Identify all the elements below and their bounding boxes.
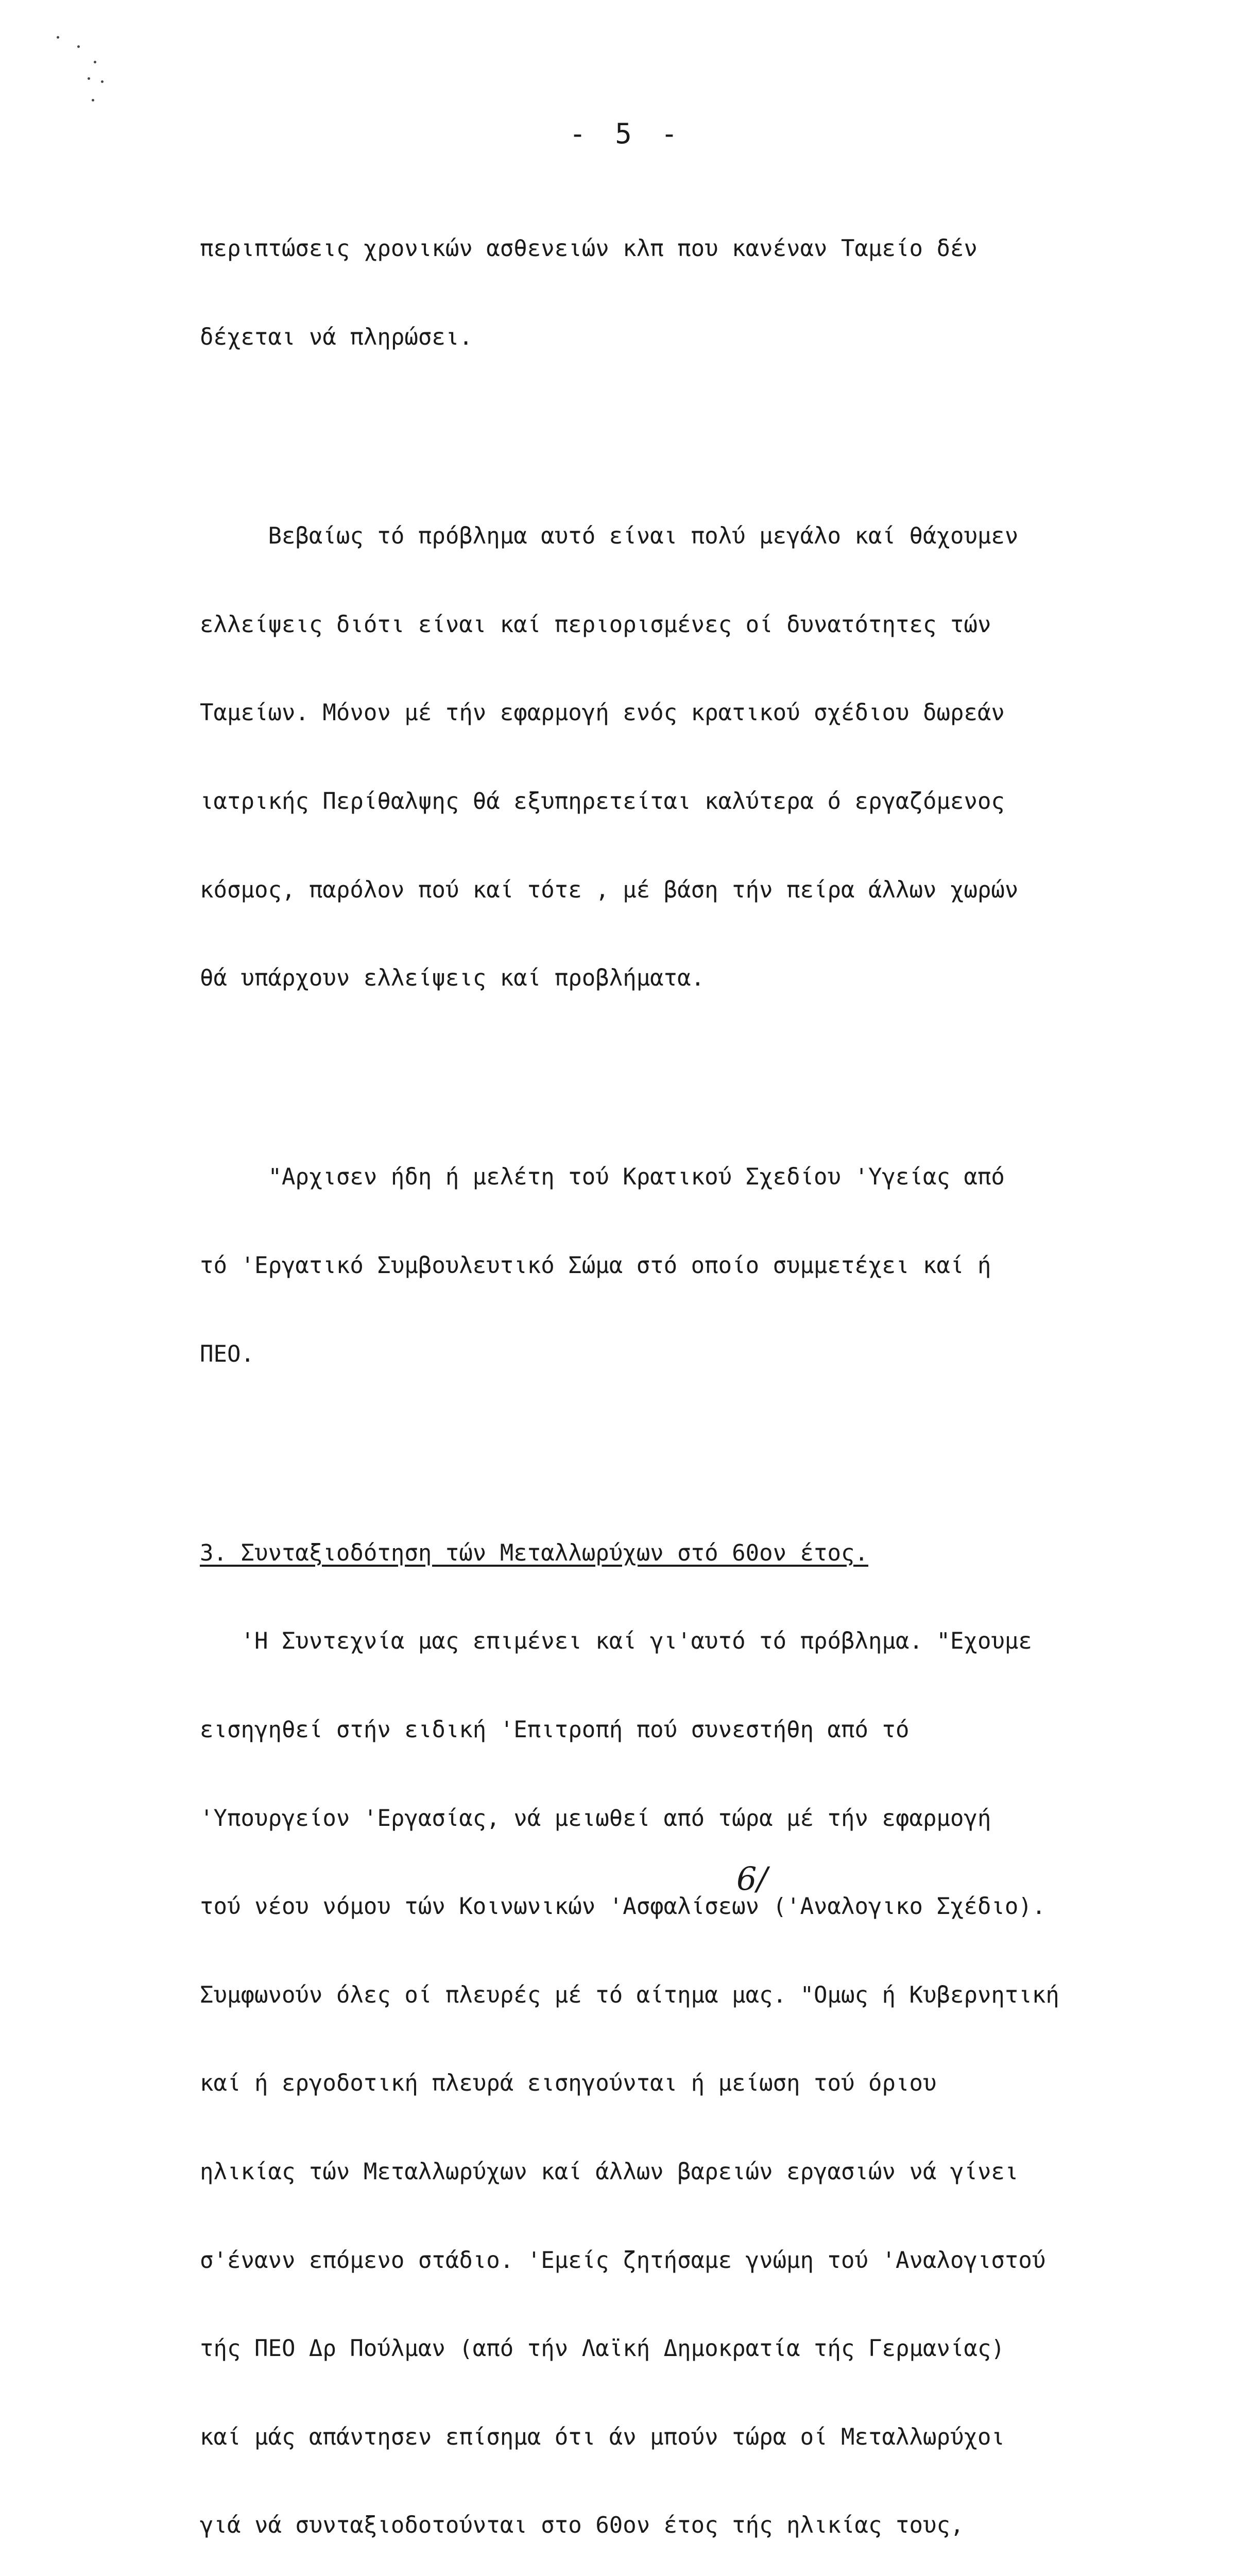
ink-speck (101, 80, 104, 83)
section-heading-retirement: 3. Συνταξιοδότηση τών Μεταλλωρύχων στό 60ον έτος. (200, 1539, 869, 1566)
text-line: καί μάς απάντησεν επίσημα ότι άν μπούν τώρα οί Μεταλλωρύχοι (200, 2424, 1005, 2450)
text-line: 'Η Συντεχνία μας επιμένει καί γι'αυτό τό πρόβλημα. "Εχουμε (200, 1628, 1032, 1655)
text-line: "Αρχισεν ήδη ή μελέτη τού Κρατικού Σχεδίου 'Υγείας από (200, 1164, 1005, 1191)
ink-speck (88, 77, 90, 80)
text-line: τού νέου νόμου τών Κοινωνικών 'Ασφαλίσεων ('Αναλογικο Σχέδιο). (200, 1893, 1046, 1920)
ink-speck (94, 61, 96, 63)
text-line: ΠΕΟ. (200, 1341, 254, 1367)
page-number: - 5 - (569, 117, 684, 150)
next-page-marker: 6/ (736, 1860, 768, 1897)
text-line: τό 'Εργατικό Συμβουλευτικό Σώμα στό οποίο συμμετέχει καί ή (200, 1252, 991, 1279)
text-line: περιπτώσεις χρονικών ασθενειών κλπ που κανέναν Ταμείο δέν (200, 235, 977, 262)
text-line: Βεβαίως τό πρόβλημα αυτό είναι πολύ μεγάλο καί θάχουμεν (200, 523, 1019, 550)
text-line: 'Υπουργείον 'Εργασίας, νά μειωθεί από τώρα μέ τήν εφαρμογή (200, 1805, 991, 1832)
text-line: ελλείψεις διότι είναι καί περιορισμένες οί δυνατότητες τών (200, 611, 991, 638)
ink-speck (92, 99, 94, 101)
text-line: καί ή εργοδοτική πλευρά εισηγούνται ή μείωση τού όριου (200, 2070, 937, 2097)
ink-speck (57, 36, 59, 39)
ink-speck (77, 45, 80, 48)
text-line: ηλικίας τών Μεταλλωρύχων καί άλλων βαρειών εργασιών νά γίνει (200, 2158, 1019, 2185)
text-line: θά υπάρχουν ελλείψεις καί προβλήματα. (200, 965, 705, 992)
document-body (200, 175, 1178, 2576)
text-line: εισηγηθεί στήν ειδική 'Επιτροπή πού συνεστήθη από τό (200, 1716, 909, 1743)
text-line: τής ΠΕΟ Δρ Πούλμαν (από τήν Λαϊκή Δημοκρατία τής Γερμανίας) (200, 2335, 1005, 2362)
text-line: δέχεται νά πληρώσει. (200, 324, 473, 350)
text-line: σ'ένανν επόμενο στάδιο. 'Εμείς ζητήσαμε γνώμη τού 'Αναλογιστού (200, 2247, 1046, 2274)
text-line: κόσμος, παρόλον πού καί τότε , μέ βάση τήν πείρα άλλων χωρών (200, 876, 1019, 903)
text-line: Ταμείων. Μόνον μέ τήν εφαρμογή ενός κρατικού σχέδιου δωρεάν (200, 700, 1005, 726)
text-line: ιατρικής Περίθαλψης θά εξυπηρετείται καλύτερα ό εργαζόμενος (200, 788, 1005, 815)
text-line: Συμφωνούν όλες οί πλευρές μέ τό αίτημα μας. "Ομως ή Κυβερνητική (200, 1981, 1059, 2008)
text-line: γιά νά συνταξιοδοτούνται στο 60ον έτος τής ηλικίας τους, (200, 2512, 964, 2539)
